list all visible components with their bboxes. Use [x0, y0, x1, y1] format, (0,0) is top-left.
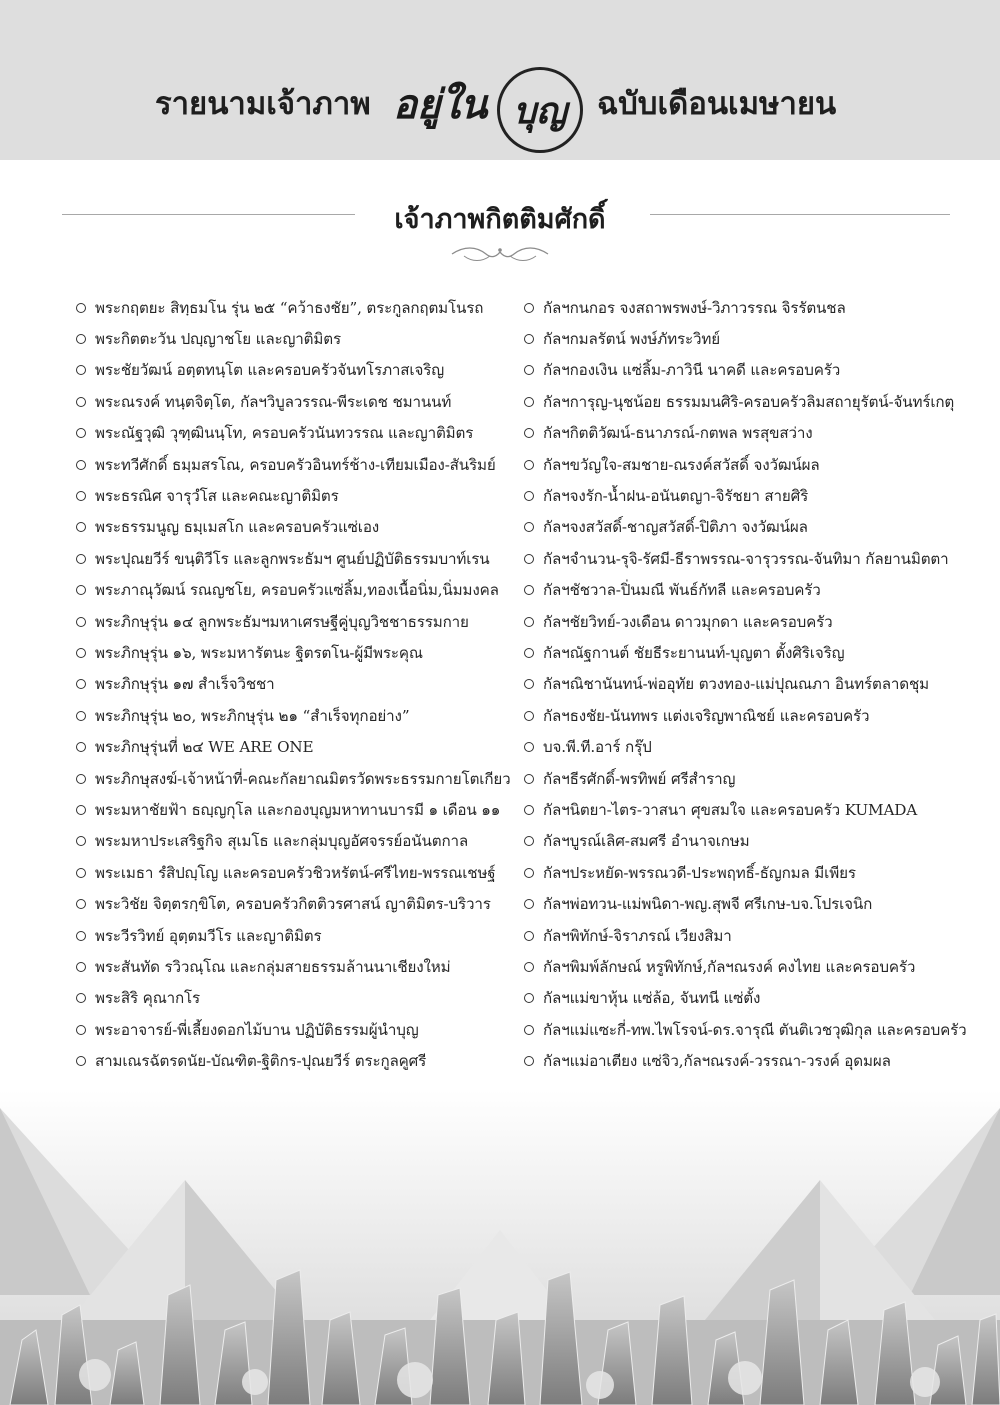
sponsor-right-item: [524, 575, 984, 606]
sponsor-right-item: [524, 1014, 984, 1045]
sponsor-right-item: [524, 669, 984, 700]
bullet-circle-icon: [524, 868, 534, 878]
sponsor-right-name: กัลฯกิตติวัฒน์-ธนาภรณ์-กตพล พรสุขสว่าง: [543, 424, 813, 443]
sponsor-right-item: [524, 606, 984, 637]
sponsor-left-name: พระณรงค์ ทนฺตจิตฺโต, กัลฯวิบูลวรรณ-พีระเดช ชมานนท์: [95, 392, 452, 411]
bullet-circle-icon: [76, 836, 86, 846]
sponsor-left-item: [76, 418, 516, 449]
sponsor-right-item: [524, 637, 984, 668]
sponsor-left-name: พระภาณุวัฒน์ รณญชโย, ครอบครัวแซ่ลิ้ม,ทองเนื้อนิ่ม,นิ่มมงคล: [95, 581, 499, 600]
bullet-circle-icon: [524, 931, 534, 941]
sponsor-left-item: [76, 826, 516, 857]
sponsor-left-name: พระปุณยวีร์ ขนฺติวีโร และลูกพระธัมฯ ศูนย์ปฏิบัติธรรมบาท์เรน: [95, 549, 490, 568]
bullet-circle-icon: [524, 460, 534, 470]
sponsor-right-item: [524, 794, 984, 825]
sponsor-right-name: กัลฯกนกอร จงสถาพรพงษ์-วิภาวรรณ จิรรัตนชล: [543, 298, 846, 317]
sponsor-left-item: [76, 512, 516, 543]
bullet-circle-icon: [76, 491, 86, 501]
bullet-circle-icon: [524, 1056, 534, 1066]
bullet-circle-icon: [76, 460, 86, 470]
sponsor-right-item: [524, 700, 984, 731]
sponsor-left-name: พระธรณิศ จารุวํโส และคณะญาติมิตร: [95, 487, 339, 506]
sponsor-right-name: กัลฯชัยวิทย์-วงเดือน ดาวมุกดา และครอบครัว: [543, 612, 833, 631]
sponsor-right-name: กัลฯณัฐกานต์ ชัยธีระยานนท์-บุญตา ตั้งศิริเจริญ: [543, 643, 845, 662]
bullet-circle-icon: [76, 868, 86, 878]
sponsor-right-item: [524, 983, 984, 1014]
bullet-circle-icon: [76, 397, 86, 407]
sponsor-right-name: กัลฯขวัญใจ-สมชาย-ณรงค์สวัสดิ์ จงวัฒน์ผล: [543, 455, 820, 474]
bullet-circle-icon: [76, 585, 86, 595]
sponsor-left-item: [76, 543, 516, 574]
sponsor-left-name: พระกฤตยะ สิทฺธมโน รุ่น ๒๕ “คว้าธงชัย”, ตระกูลกฤตมโนรถ: [95, 298, 484, 317]
sponsor-left-name: พระภิกษุรุ่น ๑๖, พระมหารัตนะ ฐิตรตโน-ผู้มีพระคุณ: [95, 643, 423, 662]
sponsor-left-name: พระวีรวิทย์ อุตฺตมวีโร และญาติมิตร: [95, 926, 322, 945]
sponsor-right-name: กัลฯการุญ-นุชน้อย ธรรมมนศิริ-ครอบครัวลิมสถายุรัตน์-จันทร์เกตุ: [543, 392, 955, 411]
sponsor-right-item: [524, 857, 984, 888]
header-title-left: รายนามเจ้าภาพ: [155, 86, 371, 122]
sponsor-right-name: กัลฯบูรณ์เลิศ-สมศรี อำนาจเกษม: [543, 832, 750, 851]
sponsor-right-name: กัลฯแม่แซะกี่-ทพ.ไพโรจน์-ดร.จารุณี ตันติเวชวุฒิกุล และครอบครัว: [543, 1020, 967, 1039]
bullet-circle-icon: [524, 711, 534, 721]
sponsor-left-item: [76, 951, 516, 982]
bullet-circle-icon: [76, 742, 86, 752]
bullet-circle-icon: [76, 334, 86, 344]
section-title: เจ้าภาพกิตติมศักดิ์: [394, 204, 606, 235]
sponsor-left-name: พระมหาชัยฟ้า ธญฺญกุโล และกองบุญมหาทานบารมี ๑ เดือน ๑๑: [95, 800, 501, 819]
bullet-circle-icon: [76, 993, 86, 1003]
sponsor-right-item: [524, 355, 984, 386]
sponsor-left-name: พระภิกษุรุ่น ๒๐, พระภิกษุรุ่น ๒๑ “สำเร็จทุกอย่าง”: [95, 706, 410, 725]
bullet-circle-icon: [524, 805, 534, 815]
sponsor-right-item: [524, 449, 984, 480]
sponsor-left-name: พระวิชัย จิตฺตรกฺขิโต, ครอบครัวกิตติวรศาสน์ ญาติมิตร-บริวาร: [95, 895, 491, 914]
sponsor-right-name: กัลฯจงรัก-น้ำฝน-อนันตญา-จิรัชยา สายศิริ: [543, 487, 809, 506]
bullet-circle-icon: [524, 774, 534, 784]
sponsor-right-item: [524, 888, 984, 919]
bullet-circle-icon: [76, 931, 86, 941]
sponsor-right-item: [524, 323, 984, 354]
sponsor-right-name: กัลฯกมลรัตน์ พงษ์ภัทระวิทย์: [543, 330, 720, 349]
sponsor-left-name: พระสันทัด รวิวณฺโณ และกลุ่มสายธรรมล้านนาเชียงใหม่: [95, 957, 451, 976]
sponsor-right-name: กัลฯแม่อาเตียง แซ่จิว,กัลฯณรงค์-วรรณา-วรงค์ อุดมผล: [543, 1052, 891, 1071]
sponsor-left-item: [76, 763, 516, 794]
bullet-circle-icon: [524, 491, 534, 501]
sponsor-left-item: [76, 1014, 516, 1045]
sponsor-left-item: [76, 292, 516, 323]
sponsor-left-item: [76, 920, 516, 951]
sponsor-right-item: [524, 292, 984, 323]
sponsor-left-item: [76, 700, 516, 731]
sponsor-right-name: กัลฯกองเงิน แซ่ลิ้ม-ภาวินี นาคดี และครอบครัว: [543, 361, 841, 380]
sponsor-left-name: พระณัฐวุฒิ วุฑฺฒินนฺโท, ครอบครัวนันทวรรณ และญาติมิตร: [95, 424, 474, 443]
bullet-circle-icon: [76, 899, 86, 909]
ornament-flourish-icon: [450, 244, 550, 264]
bullet-circle-icon: [76, 617, 86, 627]
sponsor-left-item: [76, 731, 516, 762]
bullet-circle-icon: [76, 1025, 86, 1035]
bullet-circle-icon: [524, 617, 534, 627]
sponsor-right-item: [524, 731, 984, 762]
sponsor-left-name: พระมหาประเสริฐกิจ สุเมโธ และกลุ่มบุญอัศจรรย์อนันตกาล: [95, 832, 469, 851]
sponsor-right-name: กัลฯพิทักษ์-จิราภรณ์ เวียงสิมา: [543, 926, 732, 945]
sponsor-right-item: [524, 512, 984, 543]
bullet-circle-icon: [524, 1025, 534, 1035]
sponsor-right-name: กัลฯชัชวาล-ปิ่นมณี พันธ์กัทลี และครอบครัว: [543, 581, 821, 600]
sponsor-right-name: กัลฯประหยัด-พรรณวดี-ประพฤทธิ์-ธัญกมล มีเพียร: [543, 863, 856, 882]
bullet-circle-icon: [524, 428, 534, 438]
sponsor-left-item: [76, 637, 516, 668]
sponsor-left-item: [76, 575, 516, 606]
sponsor-left-item: [76, 794, 516, 825]
sponsor-left-name: พระธรรมนูญ ธมฺเมสโก และครอบครัวแซ่เอง: [95, 518, 380, 537]
sponsor-right-item: [524, 951, 984, 982]
bullet-circle-icon: [524, 303, 534, 313]
sponsor-right-name: กัลฯณิชานันทน์-พ่ออุทัย ตวงทอง-แม่ปุณณภา อินทร์ตลาดชุม: [543, 675, 929, 694]
sponsor-left-name: พระอาจารย์-พี่เลี้ยงดอกไม้บาน ปฏิบัติธรรมผู้นำบุญ: [95, 1020, 419, 1039]
sponsor-left-item: [76, 480, 516, 511]
bullet-circle-icon: [524, 899, 534, 909]
bullet-circle-icon: [76, 805, 86, 815]
sponsor-list-left: [76, 292, 516, 1077]
sponsor-left-item: [76, 606, 516, 637]
sponsor-right-item: [524, 418, 984, 449]
bullet-circle-icon: [76, 711, 86, 721]
bullet-circle-icon: [76, 365, 86, 375]
sponsor-right-item: [524, 826, 984, 857]
sponsor-left-item: [76, 386, 516, 417]
bullet-circle-icon: [76, 1056, 86, 1066]
sponsor-right-item: [524, 386, 984, 417]
sponsor-list-right: [524, 292, 984, 1077]
sponsor-right-item: [524, 763, 984, 794]
sponsor-right-name: กัลฯจำนวน-รุจิ-รัศมี-ธีราพรรณ-จารุวรรณ-จันทิมา กัลยานมิตตา: [543, 549, 949, 568]
sponsor-right-name: กัลฯจงสวัสดิ์-ชาญสวัสดิ์-ปิติภา จงวัฒน์ผล: [543, 518, 808, 537]
header-title-right: ฉบับเดือนเมษายน: [597, 86, 837, 122]
bullet-circle-icon: [524, 679, 534, 689]
sponsor-right-item: [524, 1045, 984, 1076]
bullet-circle-icon: [76, 303, 86, 313]
logo-circle: [497, 67, 583, 153]
bullet-circle-icon: [76, 428, 86, 438]
header-band: [0, 0, 1000, 160]
bullet-circle-icon: [76, 554, 86, 564]
sponsor-right-name: กัลฯพิมพ์ลักษณ์ หรูพิทักษ์,กัลฯณรงค์ คงไทย และครอบครัว: [543, 957, 916, 976]
sponsor-right-name: กัลฯแม่ขาหุ้น แซ่ล้อ, จันทนี แซ่ตั้ง: [543, 989, 761, 1008]
sponsor-left-item: [76, 355, 516, 386]
sponsor-left-item: [76, 857, 516, 888]
bullet-circle-icon: [76, 962, 86, 972]
bullet-circle-icon: [76, 679, 86, 689]
sponsor-right-name: กัลฯพ่อทวน-แม่พนิดา-พญ.สุพจี ศรีเกษ-บจ.โปรเจนิก: [543, 895, 873, 914]
bullet-circle-icon: [524, 993, 534, 1003]
sponsor-right-name: กัลฯธีรศักดิ์-พรทิพย์ ศรีสำราญ: [543, 769, 736, 788]
bullet-circle-icon: [76, 648, 86, 658]
sponsor-left-item: [76, 888, 516, 919]
sponsor-left-name: พระภิกษุสงฆ์-เจ้าหน้าที่-คณะกัลยาณมิตรวัดพระธรรมกายโตเกียว: [95, 769, 511, 788]
bullet-circle-icon: [524, 648, 534, 658]
sponsor-left-name: พระกิตตะวัน ปญฺญาชโย และญาติมิตร: [95, 330, 341, 349]
bullet-circle-icon: [524, 334, 534, 344]
sponsor-left-item: [76, 669, 516, 700]
sponsor-left-name: พระเมธา รํสิปญฺโญ และครอบครัวชิวหรัตน์-ศรีไทย-พรรณเชษฐ์: [95, 863, 496, 882]
divider-right: [650, 214, 950, 215]
sponsor-left-name: พระทวีศักดิ์ ธมฺมสรโณ, ครอบครัวอินทร์ช้าง-เทียมเมือง-สันริมย์: [95, 455, 496, 474]
sponsor-right-name: บจ.พี.ที.อาร์ กรุ๊ป: [543, 738, 652, 757]
sponsor-right-item: [524, 543, 984, 574]
bullet-circle-icon: [524, 554, 534, 564]
sponsor-left-name: พระภิกษุรุ่น ๑๔ ลูกพระธัมฯมหาเศรษฐีคู่บุญวิชชาธรรมกาย: [95, 612, 469, 631]
sponsor-left-item: [76, 983, 516, 1014]
sponsor-left-item: [76, 1045, 516, 1076]
bullet-circle-icon: [524, 742, 534, 752]
bullet-circle-icon: [76, 774, 86, 784]
sponsor-right-name: กัลฯธงชัย-นันทพร แต่งเจริญพาณิชย์ และครอบครัว: [543, 706, 870, 725]
crystal-pyramid-illustration: [0, 1090, 1000, 1405]
bullet-circle-icon: [524, 522, 534, 532]
sponsor-left-item: [76, 449, 516, 480]
bullet-circle-icon: [524, 365, 534, 375]
bullet-circle-icon: [524, 962, 534, 972]
sponsor-left-name: พระภิกษุรุ่น ๑๗ สำเร็จวิชชา: [95, 675, 275, 694]
sponsor-left-name: พระชัยวัฒน์ อตฺตทนฺโต และครอบครัวจันทโรภาสเจริญ: [95, 361, 445, 380]
logo-text-right: บุญ: [513, 89, 567, 132]
sponsor-left-item: [76, 323, 516, 354]
bullet-circle-icon: [76, 522, 86, 532]
bullet-circle-icon: [524, 397, 534, 407]
sponsor-right-item: [524, 920, 984, 951]
logo-text-left: อยู่ใน: [393, 81, 488, 128]
bullet-circle-icon: [524, 836, 534, 846]
sponsor-right-name: กัลฯนิตยา-ไตร-วาสนา ศุขสมใจ และครอบครัว KUMADA: [543, 800, 918, 819]
bullet-circle-icon: [524, 585, 534, 595]
sponsor-left-name: พระภิกษุรุ่นที่ ๒๔ WE ARE ONE: [95, 738, 314, 757]
sponsor-left-name: สามเณรฉัตรดนัย-บัณฑิต-ฐิติกร-ปุณยวีร์ ตระกูลคูศรี: [95, 1052, 427, 1071]
sponsor-left-name: พระสิริ คุณากโร: [95, 989, 201, 1008]
sponsor-right-item: [524, 480, 984, 511]
